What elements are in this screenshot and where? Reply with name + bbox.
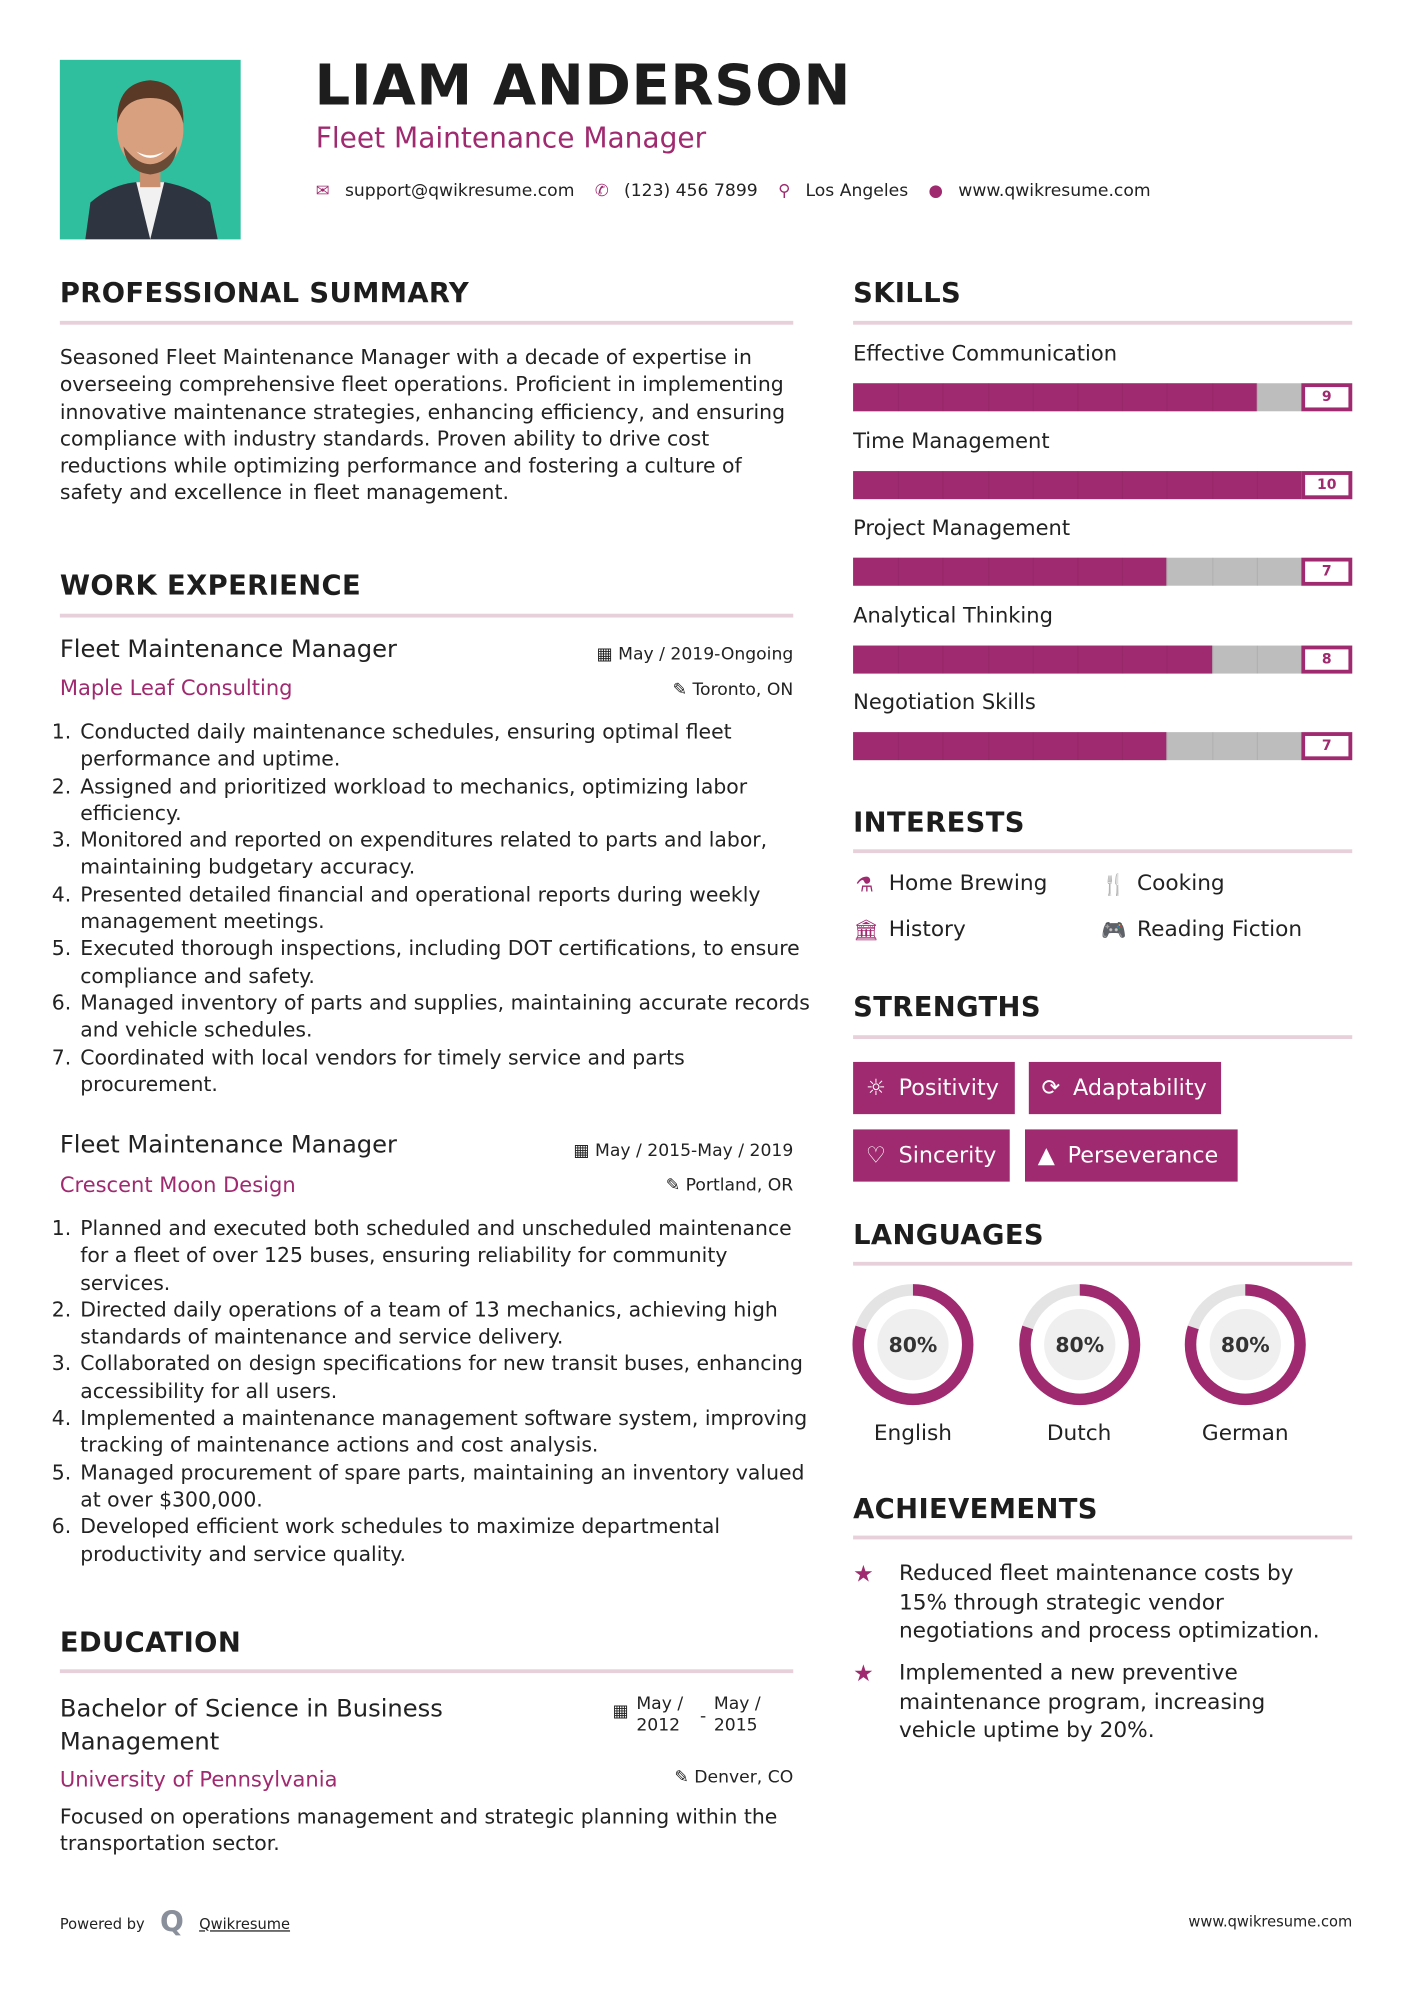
pin-icon: ✎ (672, 679, 693, 701)
strength-tag (1025, 1129, 1238, 1181)
job-dates-text: May / 2015-May / 2019 (595, 1140, 794, 1162)
skill-bar-divider (898, 558, 899, 586)
road-icon: ▲ (1037, 1142, 1055, 1169)
pin-icon: ✎ (665, 1175, 686, 1196)
strengths-heading: STRENGTHS (853, 991, 1041, 1024)
section-divider (853, 1536, 1352, 1540)
refresh-icon: ⟳ (1041, 1075, 1061, 1101)
skill-bar-divider (1032, 645, 1033, 673)
interest-label: Reading Fiction (1137, 916, 1303, 943)
skill-label: Time Management (853, 428, 1050, 453)
job-location (673, 680, 794, 700)
skill-bar-divider (898, 645, 899, 673)
skill-bar (853, 383, 1352, 411)
skill-score: 7 (1301, 558, 1352, 586)
skill-bar-divider (1077, 470, 1078, 498)
language-label: Dutch (1046, 1421, 1112, 1447)
skill-item (853, 690, 1352, 777)
skill-bar-divider (1122, 732, 1123, 760)
skill-bar-divider (1122, 383, 1123, 411)
skill-bar-divider (1122, 470, 1123, 498)
strength-label: Positivity (898, 1075, 999, 1101)
bullet-item: 4. Presented detailed financial and operational reports during weekly management meetings. (78, 881, 811, 935)
gamepad-icon: 🎮 (1101, 917, 1127, 942)
interest-item (853, 871, 1047, 896)
skill-bar-fill (853, 732, 1167, 760)
skill-bar-divider (1167, 383, 1168, 411)
skill-label: Negotiation Skills (853, 690, 1036, 715)
achievement-item: Implemented a new preventive maintenance program, increasing vehicle uptime by 20%. (898, 1660, 1266, 1744)
skills-list (853, 341, 1352, 777)
interest-label: Cooking (1137, 870, 1225, 897)
skill-item (853, 516, 1352, 603)
job-location (666, 1175, 793, 1195)
skill-bar-divider (1256, 732, 1257, 760)
skill-bar-divider (988, 732, 989, 760)
skill-bar-divider (1256, 383, 1257, 411)
job-location-text: Toronto, ON (692, 679, 794, 701)
skill-bar-divider (1212, 383, 1213, 411)
skill-bar-divider (1212, 470, 1213, 498)
strength-tag (1029, 1062, 1221, 1114)
section-divider (853, 849, 1352, 853)
skill-bar-divider (1032, 732, 1033, 760)
phone-icon: ✆ (594, 181, 609, 201)
bullet-item: 3. Collaborated on design specifications for new transit buses, enhancing accessibility for all users. (78, 1350, 811, 1404)
contact-location: Los Angeles (805, 180, 909, 202)
museum-icon: 🏛 (853, 917, 879, 942)
globe-icon: ● (928, 181, 943, 201)
education-dates (612, 1693, 769, 1736)
skill-bar (853, 558, 1352, 586)
education-heading: EDUCATION (59, 1627, 242, 1660)
skill-bar-fill (853, 470, 1352, 498)
footer-website[interactable]: www.qwikresume.com (1188, 1912, 1353, 1931)
degree: Bachelor of Science in Business Management (59, 1694, 443, 1756)
section-divider (853, 1262, 1352, 1266)
skill-bar-divider (988, 470, 989, 498)
skill-bar-divider (943, 470, 944, 498)
strength-tag (853, 1062, 1015, 1114)
bullet-item: 3. Monitored and reported on expenditures related to parts and labor, maintaining budgetary accuracy. (78, 827, 811, 881)
school-name: University of Pennsylvania (59, 1767, 338, 1792)
education-location (674, 1767, 793, 1787)
achievements-heading: ACHIEVEMENTS (853, 1493, 1098, 1526)
interest-label: Home Brewing (888, 870, 1048, 897)
job-dates (573, 1141, 793, 1161)
job-dates-text: May / 2019-Ongoing (618, 644, 794, 665)
job-title: Fleet Maintenance Manager (59, 1130, 397, 1159)
map-pin-icon: ⚲ (778, 181, 791, 201)
footer-powered (60, 1907, 290, 1939)
job-title: Fleet Maintenance Manager (59, 635, 397, 664)
skill-item (853, 428, 1352, 515)
skill-bar-divider (1167, 645, 1168, 673)
skills-heading: SKILLS (853, 277, 962, 310)
bullet-item: 5. Executed thorough inspections, including DOT certifications, to ensure compliance and safety. (78, 935, 811, 989)
education-start: May / 2012 (636, 1693, 684, 1736)
skill-score: 9 (1301, 383, 1352, 411)
utensils-icon: 🍴 (1101, 871, 1127, 896)
bullet-item: 1. Planned and executed both scheduled and unscheduled maintenance for a fleet of over 125 buses, ensuring reliability for community services. (78, 1215, 811, 1296)
skill-bar-divider (943, 383, 944, 411)
interest-item (1101, 871, 1224, 896)
bullet-item: 2. Directed daily operations of a team of 13 mechanics, achieving high standards of maintenance and service delivery. (78, 1296, 811, 1350)
heart-icon: ♡ (865, 1142, 886, 1169)
envelope-icon: ✉ (315, 181, 330, 201)
bullet-item: 4. Implemented a maintenance management software system, improving tracking of maintenance actions and cost analysis. (78, 1405, 811, 1459)
education-description: Focused on operations management and strategic planning within the transportation sector. (59, 1804, 778, 1856)
job-dates (596, 644, 793, 664)
skill-item (853, 341, 1352, 428)
calendar-icon: ▦ (612, 1701, 629, 1722)
skill-bar-fill (853, 383, 1256, 411)
language-donut (1182, 1281, 1309, 1408)
skill-bar-divider (1167, 470, 1168, 498)
skill-bar-divider (988, 383, 989, 411)
skill-bar-divider (1256, 470, 1257, 498)
skill-bar-divider (1077, 732, 1078, 760)
skill-bar-divider (1032, 558, 1033, 586)
skill-bar-divider (898, 383, 899, 411)
section-divider (853, 321, 1352, 325)
skill-bar-divider (1167, 732, 1168, 760)
bullet-item: 5. Managed procurement of spare parts, maintaining an inventory valued at over $300,000. (78, 1459, 811, 1513)
avatar-icon (60, 60, 241, 240)
strength-label: Perseverance (1067, 1142, 1219, 1169)
calendar-icon: ▦ (573, 1140, 596, 1162)
contact-email[interactable]: support@qwikresume.com (344, 180, 575, 202)
contact-phone[interactable]: (123) 456 7899 (623, 180, 758, 202)
interest-item (1101, 917, 1302, 942)
language-donut (1015, 1281, 1142, 1408)
language-label: English (873, 1421, 953, 1447)
summary-heading: PROFESSIONAL SUMMARY (59, 277, 470, 310)
education-separator: - (700, 1706, 707, 1727)
skill-bar-divider (943, 558, 944, 586)
bullet-item: 1. Conducted daily maintenance schedules, ensuring optimal fleet performance and uptime. (78, 718, 811, 772)
skill-score: 8 (1301, 645, 1352, 673)
skill-bar-divider (1256, 645, 1257, 673)
language-percent: 80% (1054, 1333, 1104, 1358)
interests-heading: INTERESTS (853, 807, 1025, 840)
skill-label: Effective Communication (853, 341, 1118, 366)
strength-label: Sincerity (898, 1142, 997, 1169)
candidate-title: Fleet Maintenance Manager (315, 123, 707, 156)
skill-bar-divider (1212, 732, 1213, 760)
section-divider (60, 614, 793, 618)
contact-bar (316, 181, 1171, 201)
languages-heading: LANGUAGES (853, 1219, 1045, 1252)
skill-bar (853, 470, 1352, 498)
brewing-icon: ⚗ (855, 871, 874, 896)
language-percent: 80% (1220, 1333, 1270, 1358)
section-divider (853, 1035, 1352, 1039)
skill-label: Analytical Thinking (853, 602, 1053, 628)
skill-bar-divider (988, 645, 989, 673)
skill-bar-divider (1077, 558, 1078, 586)
skill-bar-divider (1122, 558, 1123, 586)
skill-bar-divider (1032, 470, 1033, 498)
qwikresume-logo-icon: Q (159, 1907, 184, 1940)
star-icon: ★ (853, 1660, 874, 1688)
job-bullets (60, 718, 811, 1098)
education-end: May / 2015 (713, 1693, 761, 1736)
strength-tag (853, 1129, 1010, 1181)
skill-bar-divider (1167, 558, 1168, 586)
skill-bar-divider (943, 645, 944, 673)
strength-label: Adaptability (1072, 1075, 1207, 1101)
education-location-text: Denver, CO (694, 1767, 794, 1788)
job-company: Maple Leaf Consulting (59, 676, 293, 701)
powered-by-label: Powered by (59, 1914, 145, 1933)
bullet-item: 2. Assigned and prioritized workload to mechanics, optimizing labor efficiency. (78, 772, 811, 826)
skill-bar-divider (988, 558, 989, 586)
skill-bar-divider (898, 732, 899, 760)
job-location-text: Portland, OR (685, 1175, 794, 1196)
skill-bar-divider (1212, 558, 1213, 586)
skill-bar-divider (1212, 645, 1213, 673)
sun-icon: ☼ (865, 1075, 886, 1101)
interest-item (853, 917, 966, 942)
skill-bar-divider (943, 732, 944, 760)
skill-item (853, 603, 1352, 690)
section-divider (60, 1669, 793, 1673)
job-bullets (60, 1215, 811, 1568)
language-donut (849, 1281, 976, 1408)
bullet-item: 6. Managed inventory of parts and supplies, maintaining accurate records and vehicle schedules. (78, 989, 811, 1043)
skill-bar-divider (1077, 645, 1078, 673)
language-percent: 80% (888, 1333, 938, 1358)
achievement-item: Reduced fleet maintenance costs by 15% through strategic vendor negotiations and process optimization. (898, 1561, 1320, 1644)
skill-bar (853, 645, 1352, 673)
skill-score: 10 (1301, 470, 1352, 498)
brand-link[interactable]: Qwikresume (199, 1914, 291, 1933)
skill-bar (853, 732, 1352, 760)
candidate-name: LIAM ANDERSON (314, 53, 851, 119)
language-label: German (1201, 1421, 1289, 1447)
skill-bar-divider (898, 470, 899, 498)
skill-bar-divider (1077, 383, 1078, 411)
pin-icon: ✎ (674, 1767, 695, 1788)
skill-bar-divider (1032, 383, 1033, 411)
skill-bar-divider (1122, 645, 1123, 673)
job-company: Crescent Moon Design (59, 1172, 296, 1197)
contact-website[interactable]: www.qwikresume.com (958, 180, 1151, 202)
calendar-icon: ▦ (596, 644, 619, 665)
experience-heading: WORK EXPERIENCE (59, 570, 362, 603)
skill-bar-divider (1256, 558, 1257, 586)
section-divider (60, 321, 793, 325)
skill-score: 7 (1301, 732, 1352, 760)
interest-label: History (888, 916, 966, 943)
summary-text: Seasoned Fleet Maintenance Manager with a decade of expertise in overseeing comprehensive fleet operations. Proficient in implementing innovative maintenance strategies, enhancing efficiency, and ensuring compliance with industry standards. Proven ability to drive cost reductions while optimizing performance and fostering a culture of safety and excellence in fleet management. (59, 345, 786, 505)
skill-label: Project Management (853, 515, 1071, 540)
skill-bar-fill (853, 558, 1167, 586)
star-icon: ★ (853, 1561, 874, 1588)
profile-photo (60, 60, 241, 240)
bullet-item: 6. Developed efficient work schedules to maximize departmental productivity and service quality. (78, 1513, 811, 1567)
bullet-item: 7. Coordinated with local vendors for timely service and parts procurement. (78, 1044, 811, 1098)
